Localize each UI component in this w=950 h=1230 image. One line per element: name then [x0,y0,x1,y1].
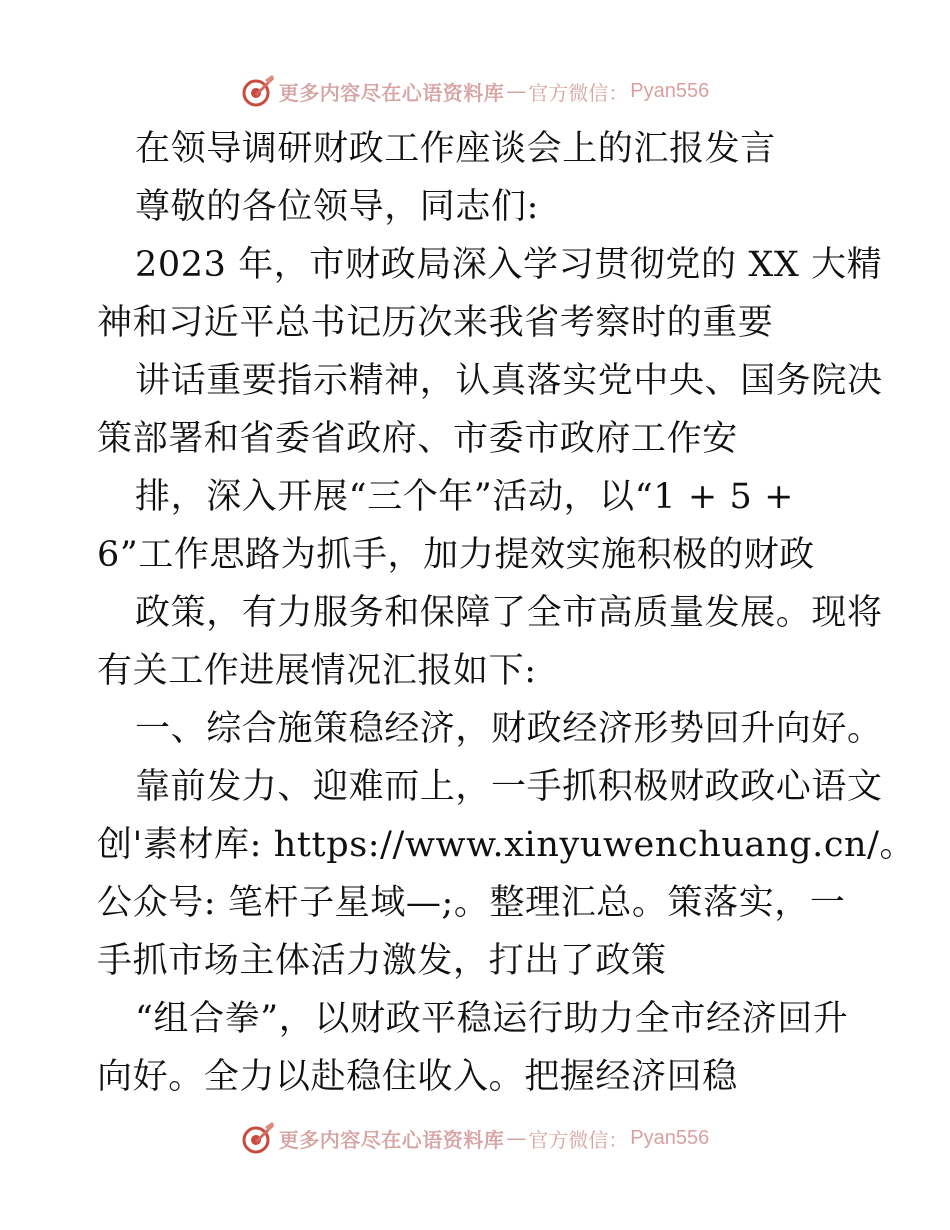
paragraph-line: 靠前发力、迎难而上，一手抓积极财政政心语文 [135,767,883,807]
salutation: 尊敬的各位领导，同志们: [135,187,539,227]
header-contact-label: 官方微信： [528,80,629,105]
paragraph-line: 有关工作进展情况汇报如下: [97,651,537,691]
quill-logo-icon [241,1121,275,1155]
header-brand-text: 更多内容尽在心语资料库 [278,80,505,105]
document-title: 在领导调研财政工作座谈会上的汇报发言 [135,129,776,169]
quill-logo-icon [241,74,275,108]
footer-brand-text: 更多内容尽在心语资料库 [278,1127,505,1152]
paragraph-line: 公众号: 笔杆子星域—;。整理汇总。策落实，一 [97,883,846,923]
paragraph-line: 讲话重要指示精神，认真落实党中央、国务院决 [135,361,883,401]
footer-dash: — [506,1126,527,1150]
paragraph-line: 策部署和省委省政府、市委市政府工作安 [97,419,738,459]
footer-wechat-id: Pyan556 [630,1126,710,1149]
header-watermark [0,69,950,113]
paragraph-line: “组合拳”，以财政平稳运行助力全市经济回升 [135,999,849,1039]
paragraph-line: 手抓市场主体活力激发，打出了政策 [97,941,667,981]
footer-watermark [0,1116,950,1160]
paragraph-line: 创'素材库: https://www.xinyuwenchuang.cn/。 [97,825,916,865]
paragraph-line: 6”工作思路为抓手，加力提效实施积极的财政 [97,535,815,575]
section-heading: 一、综合施策稳经济，财政经济形势回升向好。 [135,709,883,749]
header-dash: — [506,79,527,103]
paragraph-line: 排，深入开展“三个年”活动，以“1 + 5 + [135,477,795,517]
footer-contact-label: 官方微信： [528,1127,629,1152]
paragraph-line: 向好。全力以赴稳住收入。把握经济回稳 [97,1057,738,1097]
paragraph-line: 政策，有力服务和保障了全市高质量发展。现将 [135,593,883,633]
header-wechat-id: Pyan556 [630,79,710,102]
paragraph-line: 神和习近平总书记历次来我省考察时的重要 [97,303,774,343]
paragraph-line: 2023 年，市财政局深入学习贯彻党的 XX 大精 [135,245,883,285]
